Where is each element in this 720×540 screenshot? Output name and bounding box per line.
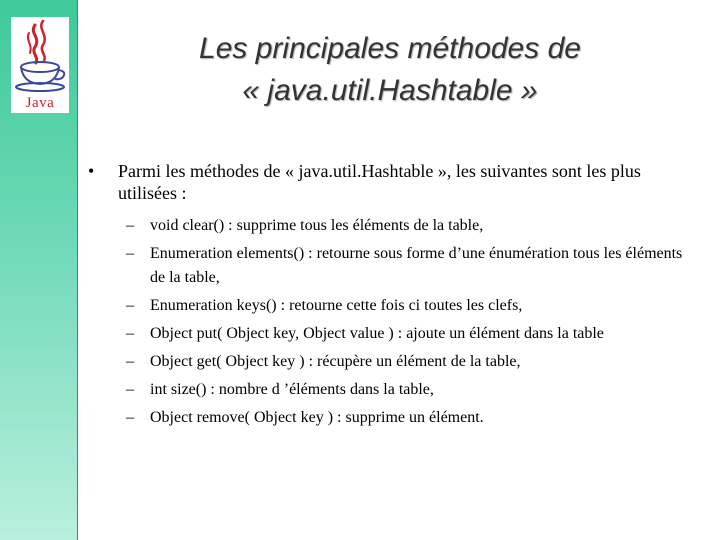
java-coffee-cup-icon [11,17,69,95]
method-item-text: Object remove( Object key ) : supprime un élément. [150,409,484,426]
method-item-text: void clear() : supprime tous les éléments de la table, [150,217,484,234]
dash-marker: – [126,245,134,262]
main-bullet [88,160,698,204]
method-item-text: Object put( Object key, Object value ) : ajoute un élément dans la table [150,325,604,342]
method-item-text: int size() : nombre d ’éléments dans la table, [150,381,434,398]
dash-marker: – [126,353,134,370]
method-item-text: Enumeration elements() : retourne sous forme d’une énumération tous les éléments de la table, [150,245,683,286]
java-logo [11,17,69,113]
slide-title-line-1: Les principales méthodes de [199,32,581,65]
method-list [88,214,698,430]
bullet-marker: • [88,161,95,181]
method-item-keys [88,294,698,318]
sidebar [0,0,78,540]
dash-marker: – [126,297,134,314]
method-item-get [88,350,698,374]
method-item-put [88,322,698,346]
method-item-text: Enumeration keys() : retourne cette fois ci toutes les clefs, [150,297,523,314]
slide-title-line-2: « java.util.Hashtable » [242,74,538,107]
method-item-size [88,378,698,402]
main-bullet-text: Parmi les méthodes de « java.util.Hashtable », les suivantes sont les plus utilisées : [118,161,641,203]
method-item-remove [88,406,698,430]
dash-marker: – [126,409,134,426]
slide-title [120,28,660,112]
method-item-elements [88,242,698,290]
method-item-clear [88,214,698,238]
dash-marker: – [126,325,134,342]
java-logo-text: Java [25,95,55,111]
dash-marker: – [126,381,134,398]
slide-content [88,160,698,434]
method-item-text: Object get( Object key ) : récupère un élément de la table, [150,353,521,370]
dash-marker: – [126,217,134,234]
